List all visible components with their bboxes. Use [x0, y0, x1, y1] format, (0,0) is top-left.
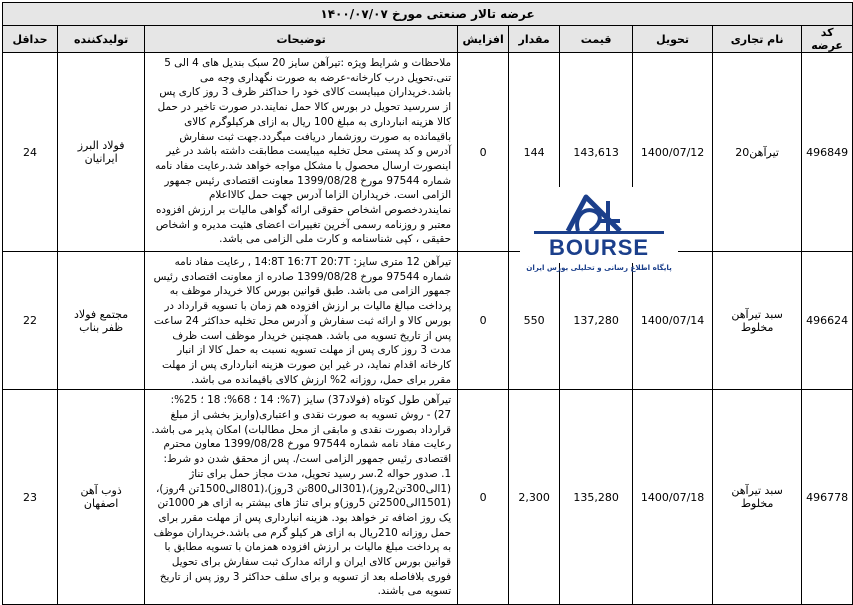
- header-price: قیمت: [560, 26, 633, 53]
- cell-price: 143,613: [560, 53, 633, 252]
- cell-producer: فولاد البرز ایرانیان: [58, 53, 145, 252]
- cell-amount: 550: [509, 252, 560, 390]
- cell-amount: 144: [509, 53, 560, 252]
- cell-increase: 0: [458, 252, 509, 390]
- header-delivery: تحویل: [633, 26, 713, 53]
- header-row: [3, 26, 853, 53]
- cell-producer: مجتمع فولاد ظفر بناب: [58, 252, 145, 390]
- bourse-logo-mark: [520, 187, 678, 263]
- cell-minimum: 22: [3, 252, 58, 390]
- logo-wordmark: BOURSE: [548, 235, 650, 260]
- header-producer: تولیدکننده: [58, 26, 145, 53]
- table-row: [3, 252, 853, 390]
- header-trade-name: نام تجاری: [713, 26, 802, 53]
- cell-trade-name: تیرآهن20: [713, 53, 802, 252]
- cell-minimum: 24: [3, 53, 58, 252]
- cell-producer: ذوب آهن اصفهان: [58, 390, 145, 605]
- cell-delivery: 1400/07/12: [633, 53, 713, 252]
- title-row: [3, 3, 853, 26]
- bourse-logo: [520, 187, 678, 279]
- table-row: [3, 390, 853, 605]
- offer-table: [2, 2, 853, 605]
- header-code: کد عرضه: [802, 26, 853, 53]
- table-title: عرضه تالار صنعتی مورخ ۱۴۰۰/۰۷/۰۷: [3, 3, 853, 26]
- header-amount: مقدار: [509, 26, 560, 53]
- cell-price: 137,280: [560, 252, 633, 390]
- cell-code: 496624: [802, 252, 853, 390]
- header-increase: افزایش: [458, 26, 509, 53]
- cell-amount: 2,300: [509, 390, 560, 605]
- header-minimum: حداقل: [3, 26, 58, 53]
- cell-increase: 0: [458, 53, 509, 252]
- table-row: [3, 53, 853, 252]
- cell-code: 496778: [802, 390, 853, 605]
- cell-minimum: 23: [3, 390, 58, 605]
- logo-subtitle: پایگاه اطلاع رسانی و تحلیلی بورس ایران: [526, 263, 672, 272]
- cell-trade-name: سبد تیرآهن مخلوط: [713, 390, 802, 605]
- cell-code: 496849: [802, 53, 853, 252]
- cell-description: ملاحظات و شرایط ویژه :تیرآهن سایز 20 سبک بندیل های 4 الی 5 تنی.تحویل درب کارخانه-عرضه به صورت نگهداری وجه می باشد.خریداران میبایست کالای خود را حداکثر ظرف 3 روز کاری پس از سررسید تحویل در بورس کالا حمل نمایند.در صورت تاخیر در حمل کالا هزینه انبارداری به مبلغ 100 ریال به ازای هرکیلوگرم کالای باقیمانده به صورت روزشمار دریافت میگردد.جهت ثبت سفارش آدرس و کد پستی محل تخلیه میبایست مطابقت داشته باشد در غیر اینصورت ارسال محصول با مشکل مواجه خواهد شد.رعایت مفاد نامه شماره 97544 مورخ 1399/08/28 معاونت اقتصادی رئیس جمهور الزامی است. خریداران الزاما آدرس جهت حمل کالااعلام نمایندردخصوص اشخاص حقوقی ارائه گواهی مالیات بر ارزش افزوده معتبر و روزنامه رسمی آخرین تغییرات اعضای هئیت مدیره و اشخاص حقیقی ، کپی شناسنامه و کارت ملی الزامی می باشد.: [145, 53, 458, 252]
- cell-description: تیرآهن 12 متری سایز: 14:8T 16:7T 20:7T , رعایت مفاد نامه شماره 97544 مورخ 1399/08/28 صادره از معاونت اقتصادی رئیس جمهور الزامی می باشد. طبق قوانین بورس کالا خریدار موظف به پرداخت مبالغ مالیات بر ارزش افزوده هم زمان با تسویه قرارداد در بورس کالا و ارائه ثبت سفارش و آدرس محل تخلیه حداکثر 24 ساعت پس از تاریخ تسویه می باشد. همچنین خریدار موظف است ظرف مدت 3 روز کاری پس از مهلت تسویه نسبت به حمل کالا از انبار کارخانه اقدام نماید، در غیر این صورت هزینه انبارداری پس از مهلت مقرر برای حمل، روزانه 2% ارزش کالای باقیمانده می باشد.: [145, 252, 458, 390]
- cell-trade-name: سبد تیرآهن مخلوط: [713, 252, 802, 390]
- cell-delivery: 1400/07/14: [633, 252, 713, 390]
- header-description: توضیحات: [145, 26, 458, 53]
- cell-description: تیرآهن طول کوتاه (فولاد37) سایز (7%: 14 ؛ 68%: 18 ؛ 25%: 27) - روش تسویه به صورت نقدی و اعتباری(واریز بخشی از مبلغ قرارداد بصورت نقدی و مابقی از محل مطالبات) امکان پذیر می باشد. رعایت مفاد نامه شماره 97544 مورخ 1399/08/28 معاون محترم اقتصادی رئیس جمهور الزامی است/. پس از محقق شدن دو شرط: 1. صدور حواله 2.سر رسید تحویل، مدت مجاز حمل برای تناژ (1الی300تن2روز)،(301الی800تن 3روز)،(801الی1500تن 4روز)،(1501الی2500تن 5روز)و برای تناژ های بیشتر به ازای هر 1000تن یک روز اضافه تر خواهد بود. هزینه انبارداری پس از مهلت مقرر برای حمل روزانه 210ریال به ازای هر کیلو گرم می باشد.خریداران موظف به پرداخت مبلغ مالیات بر ارزش افزوده همزمان با تسویه مطابق با قوانین بورس کالای ایران و ارائه مدارک ثبت سفارش برای تحویل فوری بلافاصله بعد از تسویه و برای سلف حداکثر 3 روز پس از تاریخ تسویه می باشند.: [145, 390, 458, 605]
- cell-increase: 0: [458, 390, 509, 605]
- cell-delivery: 1400/07/18: [633, 390, 713, 605]
- cell-price: 135,280: [560, 390, 633, 605]
